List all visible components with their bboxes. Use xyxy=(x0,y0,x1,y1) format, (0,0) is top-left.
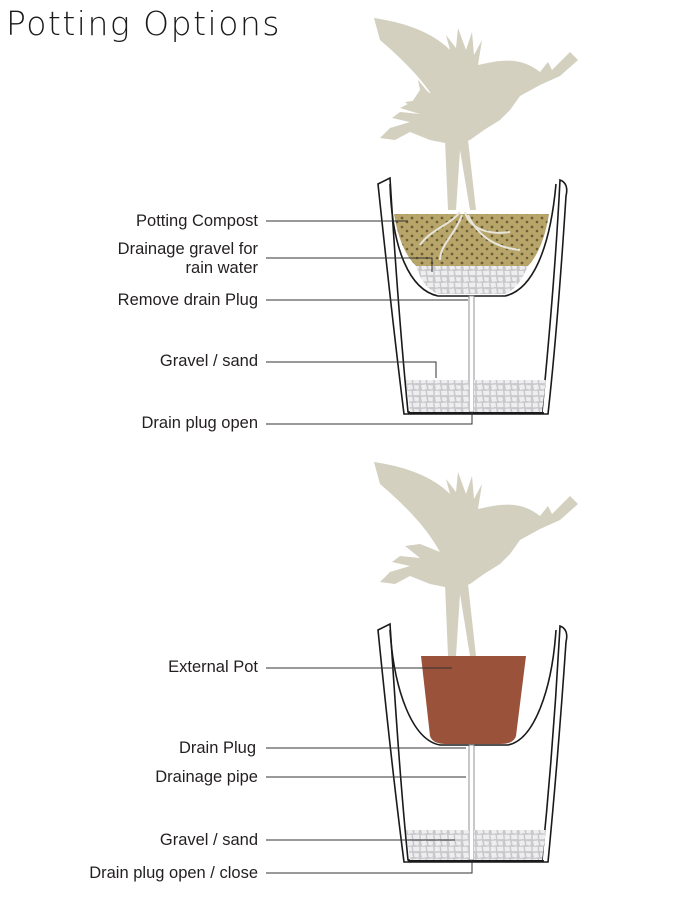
label-external-pot: External Pot xyxy=(168,658,258,676)
reservoir-gravel xyxy=(406,830,469,860)
reservoir-gravel-right xyxy=(474,830,546,860)
plant-foliage-icon xyxy=(374,18,578,210)
page-title: Potting Options xyxy=(6,4,281,43)
top-diagram xyxy=(266,18,578,424)
label-gravel-sand: Gravel / sand xyxy=(159,831,258,849)
label-gravel-sand: Gravel / sand xyxy=(159,352,258,370)
bottom-diagram xyxy=(266,462,578,873)
label-drain-plug-open-close: Drain plug open / close xyxy=(89,864,258,882)
reservoir-gravel-right xyxy=(474,380,546,412)
label-drainage-pipe: Drainage pipe xyxy=(155,768,258,786)
label-drainage-gravel: Drainage gravel for xyxy=(117,240,258,258)
external-pot xyxy=(421,656,526,744)
label-drainage-gravel-line2: rain water xyxy=(185,259,258,277)
drainage-gravel xyxy=(416,266,528,294)
reservoir-gravel xyxy=(406,380,469,412)
drainage-pipe xyxy=(469,296,474,412)
label-potting-compost: Potting Compost xyxy=(136,212,258,230)
label-drain-plug-open: Drain plug open xyxy=(141,414,258,432)
label-drain-plug: Drain Plug xyxy=(178,739,256,757)
plant-foliage-icon xyxy=(374,462,578,656)
label-remove-drain-plug: Remove drain Plug xyxy=(117,291,258,309)
drainage-pipe xyxy=(469,745,474,860)
